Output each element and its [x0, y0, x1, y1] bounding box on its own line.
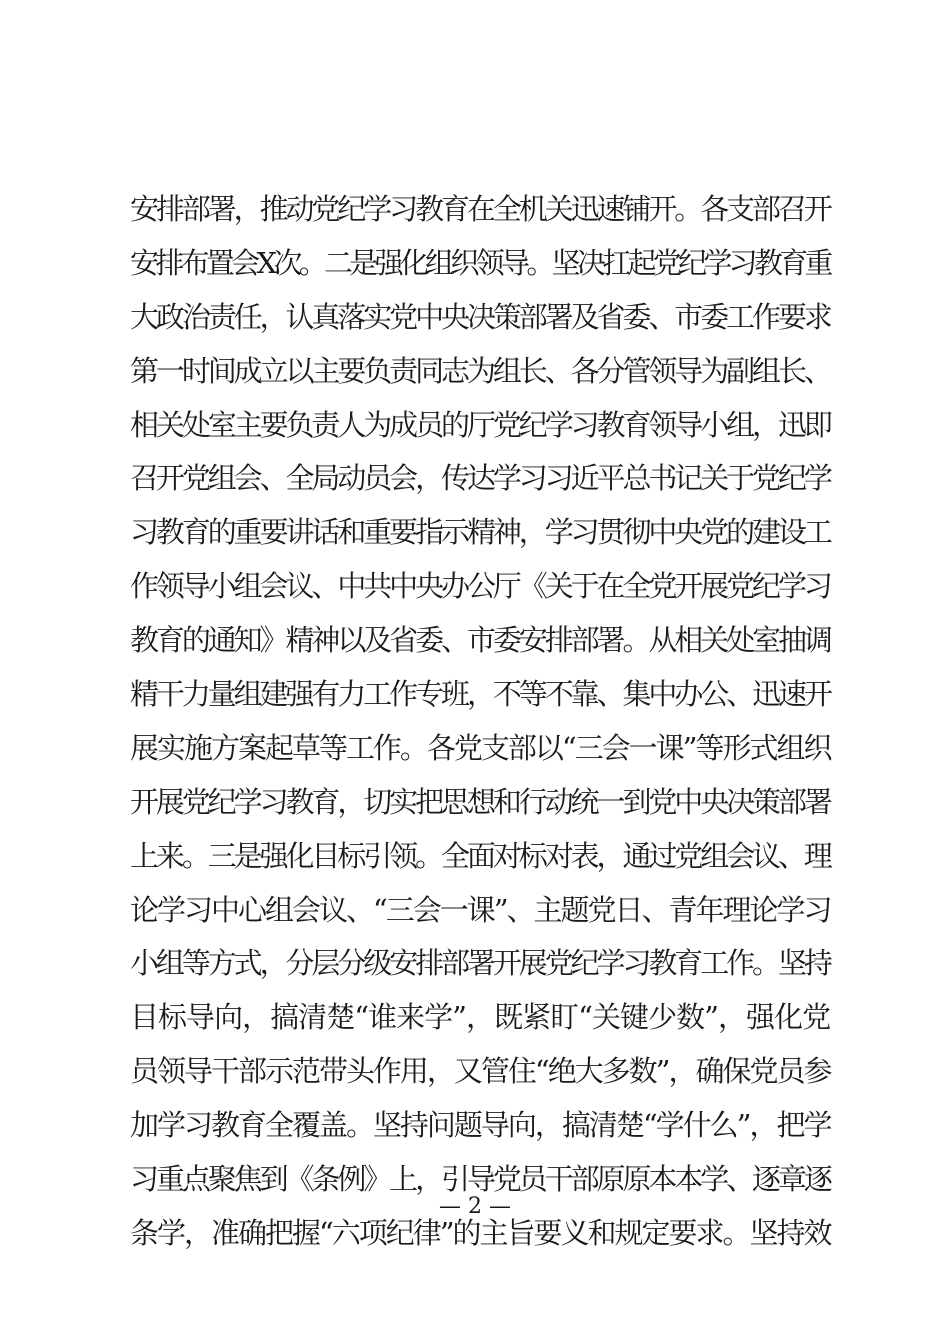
text-line: 展实施方案起草等工作。各党支部以“三会一课”等形式组织	[130, 730, 831, 765]
body-paragraph	[130, 183, 830, 1261]
text-line: 大政治责任，认真落实党中央决策部署及省委、市委工作要求	[130, 299, 830, 334]
page-number: — 2 —	[439, 1194, 511, 1219]
text-line: 加学习教育全覆盖。坚持问题导向，搞清楚“学什么”，把学	[130, 1108, 831, 1143]
text-line: 开展党纪学习教育，切实把思想和行动统一到党中央决策部署	[130, 784, 830, 819]
text-line: 安排布置会X次。二是强化组织领导。坚决扛起党纪学习教育重	[130, 245, 830, 280]
text-line: 安排部署，推动党纪学习教育在全机关迅速铺开。各支部召开	[130, 192, 830, 226]
text-line: 条学，准确把握“六项纪律”的主旨要义和规定要求。坚持效	[130, 1215, 831, 1250]
text-line: 习教育的重要讲话和重要指示精神，学习贯彻中央党的建设工	[130, 515, 830, 550]
text-line: 第一时间成立以主要负责同志为组长、各分管领导为副组长、	[130, 353, 830, 388]
text-line: 召开党组会、全局动员会，传达学习习近平总书记关于党纪学	[130, 461, 830, 496]
text-line: 小组等方式，分层分级安排部署开展党纪学习教育工作。坚持	[130, 946, 830, 981]
text-line: 论学习中心组会议、“三会一课”、主题党日、青年理论学习	[130, 892, 831, 927]
text-line: 习重点聚焦到《条例》上，引导党员干部原原本本学、逐章逐	[130, 1162, 830, 1197]
text-line: 员领导干部示范带头作用，又管住“绝大多数”，确保党员参	[130, 1054, 831, 1089]
text-line: 相关处室主要负责人为成员的厅党纪学习教育领导小组，迅即	[130, 407, 830, 442]
text-line: 上来。三是强化目标引领。全面对标对表，通过党组会议、理	[130, 838, 830, 873]
text-line: 教育的通知》精神以及省委、市委安排部署。从相关处室抽调	[130, 623, 830, 658]
text-line: 作领导小组会议、中共中央办公厅《关于在全党开展党纪学习	[130, 569, 830, 604]
text-line: 精干力量组建强有力工作专班，不等不靠、集中办公、迅速开	[130, 677, 830, 712]
text-line: 目标导向，搞清楚“谁来学”，既紧盯“关键少数”，强化党	[130, 1000, 831, 1035]
